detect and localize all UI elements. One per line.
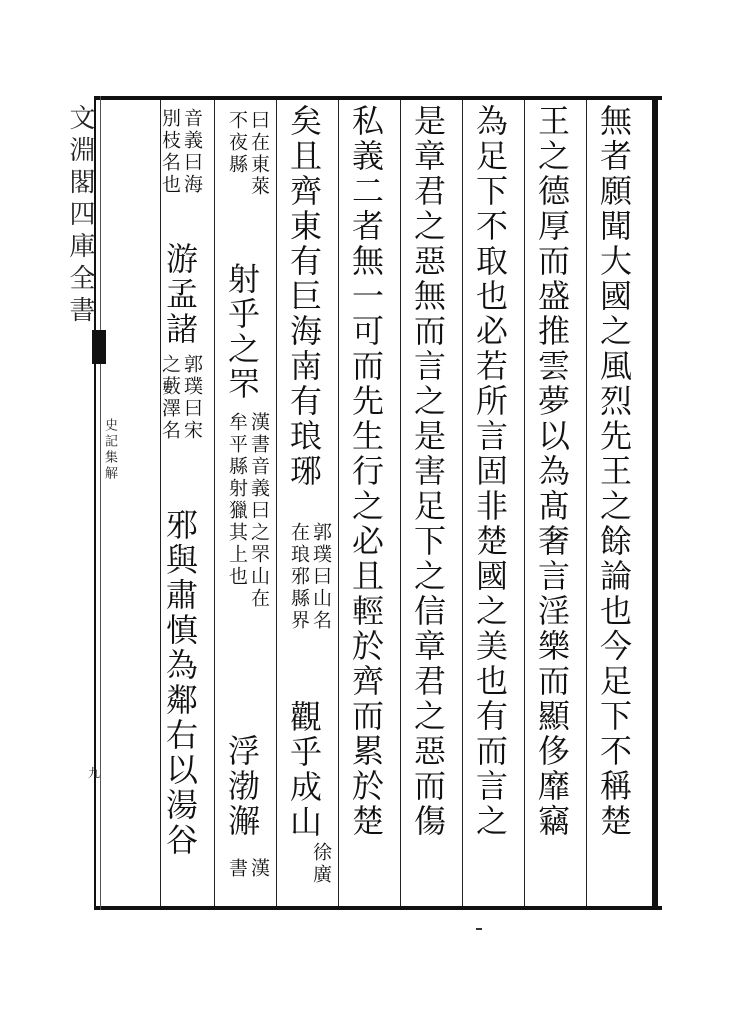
commentary-left: 在琅邪縣界 — [288, 522, 310, 632]
column-rule — [338, 100, 339, 906]
text-column-2: 王之德厚而盛推雲夢以為髙奢言淫樂而顯侈靡竊 — [533, 104, 571, 839]
commentary-left: 牟平縣射獵其上也 — [226, 412, 248, 588]
folio-number: 九 — [88, 766, 101, 780]
banxin-title: 史記集解 — [102, 418, 117, 482]
commentary-right: 音義曰海 — [181, 108, 203, 196]
text-column-8-main: 游孟諸 — [161, 242, 199, 347]
text-column-6-main: 矣且齊東有巨海南有琅琊 — [285, 104, 323, 489]
commentary-right: 郭璞曰宋 — [181, 354, 203, 442]
text-column-1: 無者願聞大國之風烈先王之餘論也今足下不稱楚 — [595, 104, 633, 839]
column-rule — [400, 100, 401, 906]
commentary-right: 郭璞曰山名 — [310, 522, 332, 632]
commentary-left: 之藪澤名 — [159, 354, 181, 442]
commentary-right: 漢 — [248, 858, 270, 880]
text-column-7-main: 射乎之罘 — [223, 262, 261, 402]
fishtail-mark — [92, 330, 106, 364]
column-rule — [524, 100, 525, 906]
frame-right-border — [652, 96, 658, 910]
frame-bottom-border — [96, 906, 662, 910]
ink-speck — [476, 928, 482, 930]
commentary-right: 徐廣 — [310, 842, 332, 886]
column-rule — [586, 100, 587, 906]
column-rule — [462, 100, 463, 906]
margin-title: 文淵閣四庫全書 — [65, 104, 95, 328]
text-column-5: 私義二者無一可而先生行之必且輕於齊而累於楚 — [347, 104, 385, 839]
commentary-left: 不夜縣 — [226, 110, 248, 176]
text-column-3: 為足下不取也必若所言固非楚國之美也有而言之 — [471, 104, 509, 839]
column-rule — [214, 100, 215, 906]
column-rule — [276, 100, 277, 906]
text-column-6-main-2: 觀乎成山 — [285, 700, 323, 840]
frame-top-border — [96, 96, 662, 100]
commentary-left: 別枝名也 — [159, 108, 181, 196]
commentary-right: 漢書音義曰之罘山在 — [248, 412, 270, 610]
text-column-7-main-2: 浮渤澥 — [223, 734, 261, 839]
commentary-right: 曰在東萊 — [248, 110, 270, 198]
gutter-line — [100, 96, 101, 910]
text-column-8-main-2: 邪與肅慎為鄰右以湯谷 — [161, 508, 199, 858]
text-column-4: 是章君之惡無而言之是害足下之信章君之惡而傷 — [409, 104, 447, 839]
commentary-left: 書 — [226, 858, 248, 880]
